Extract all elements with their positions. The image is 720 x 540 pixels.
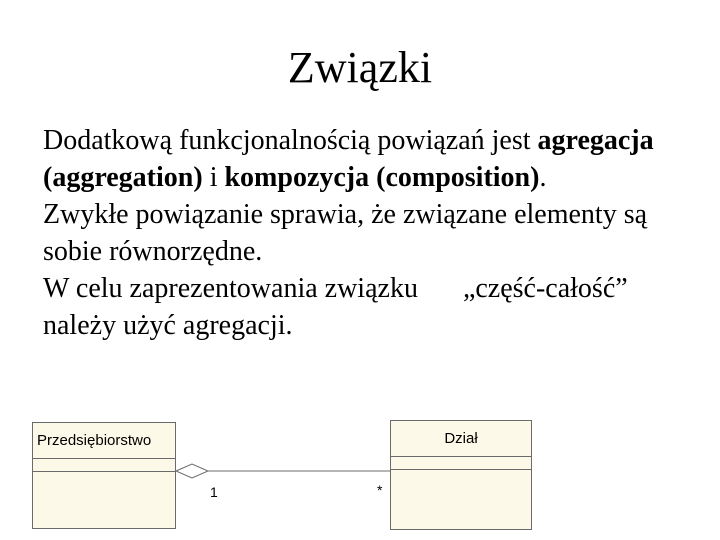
p1-text-3: . (539, 162, 547, 193)
p3-text-2: „część-całość” należy użyć agregacji. (43, 273, 628, 341)
uml-class-name-left: Przedsiębiorstwo (33, 423, 175, 459)
p1-bold-aggregation: agregacja (aggregation) (43, 125, 654, 193)
uml-class-name-right: Dział (391, 421, 531, 457)
multiplicity-left: 1 (210, 484, 218, 500)
paragraph-association: Zwykłe powiązanie sprawia, że związane elementy są sobie równorzędne. (43, 199, 648, 267)
aggregation-diamond-icon (176, 464, 208, 478)
slide-title: Związki (287, 43, 433, 92)
p1-text-1: Dodatkową funkcjonalnością powiązań jest (43, 125, 538, 156)
p3-text-1: W celu zaprezentowania związku (43, 273, 418, 304)
p1-bold-composition: kompozycja (composition) (224, 162, 540, 193)
p1-text-2: i (202, 162, 225, 193)
multiplicity-right: * (377, 482, 383, 498)
